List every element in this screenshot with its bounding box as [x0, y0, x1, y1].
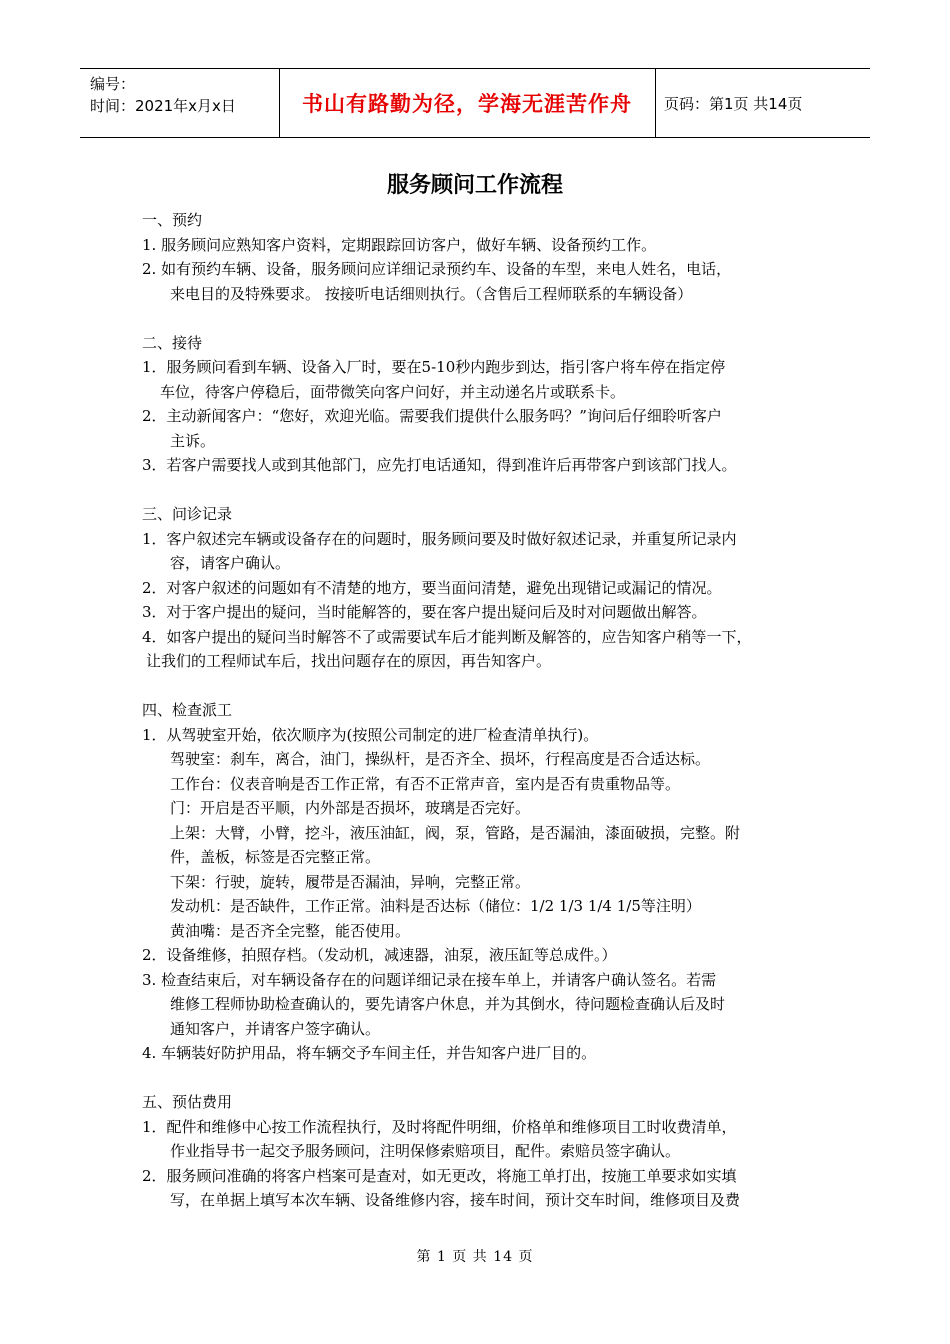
header-page-info: 页码：第1页 共14页 [664, 94, 803, 113]
document-number-label: 编号： [90, 75, 136, 93]
body-line: 发动机：是否缺件，工作正常。油料是否达标（储位：1/2 1/3 1/4 1/5等注明） [170, 897, 701, 915]
blank-line [142, 674, 822, 699]
body-line: 2．设备维修，拍照存档。（发动机，减速器，油泵，液压缸等总成件。） [142, 946, 617, 964]
body-line: 黄油嘴：是否齐全完整，能否使用。 [170, 921, 411, 940]
document-body [142, 208, 822, 1213]
body-line: 3．若客户需要找人或到其他部门，应先打电话通知，得到准许后再带客户到该部门找人。 [142, 456, 737, 474]
document-date-label: 时间：2021年x月x日 [90, 97, 236, 115]
body-line: 2. 如有预约车辆、设备，服务顾问应详细记录预约车、设备的车型，来电人姓名，电话， [142, 260, 732, 278]
body-line: 主诉。 [170, 431, 216, 450]
body-line: 下架：行驶，旋转，履带是否漏油，异响，完整正常。 [170, 872, 531, 891]
page-header [80, 68, 870, 138]
body-line: 驾驶室：刹车，离合，油门，操纵杆，是否齐全、损坏，行程高度是否合适达标。 [170, 750, 711, 768]
body-line: 让我们的工程师试车后，找出问题存在的原因，再告知客户。 [146, 652, 552, 670]
body-line: 1. 服务顾问应熟知客户资料，定期跟踪回访客户，做好车辆、设备预约工作。 [142, 235, 657, 254]
body-line: 1．服务顾问看到车辆、设备入厂时，要在5-10秒内跑步到达，指引客户将车停在指定停 [142, 358, 726, 376]
body-line: 通知客户，并请客户签字确认。 [170, 1019, 381, 1038]
body-line: 门：开启是否平顺，内外部是否损坏，玻璃是否完好。 [170, 799, 531, 817]
body-line: 1．配件和维修中心按工作流程执行，及时将配件明细，价格单和维修项目工时收费清单， [142, 1117, 737, 1136]
body-line: 4. 车辆装好防护用品，将车辆交予车间主任，并告知客户进厂目的。 [142, 1044, 597, 1062]
header-meta [80, 69, 280, 137]
body-line: 3．对于客户提出的疑问，当时能解答的，要在客户提出疑问后及时对问题做出解答。 [142, 603, 707, 621]
body-line: 2．服务顾问准确的将客户档案可是查对，如无更改，将施工单打出，按施工单要求如实填 [142, 1166, 737, 1185]
body-line: 工作台：仪表音响是否工作正常，有否不正常声音，室内是否有贵重物品等。 [170, 774, 681, 793]
body-line: 维修工程师协助检查确认的，要先请客户休息，并为其倒水，待问题检查确认后及时 [170, 995, 726, 1013]
body-line: 上架：大臂，小臂，挖斗，液压油缸，阀，泵，管路，是否漏油，漆面破损，完整。附 [170, 823, 741, 842]
body-line: 五、预估费用 [142, 1093, 233, 1111]
body-line: 二、接待 [142, 333, 203, 352]
body-line: 三、问诊记录 [142, 505, 233, 523]
body-line: 1．客户叙述完车辆或设备存在的问题时，服务顾问要及时做好叙述记录，并重复所记录内 [142, 529, 737, 548]
header-motto: 书山有路勤为径，学海无涯苦作舟 [280, 69, 656, 137]
body-line: 车位，待客户停稳后，面带微笑向客户问好，并主动递名片或联系卡。 [160, 382, 626, 401]
body-line: 4．如客户提出的疑问当时解答不了或需要试车后才能判断及解答的，应告知客户稍等一下， [142, 627, 752, 646]
body-line: 容，请客户确认。 [170, 554, 291, 572]
blank-line [142, 1066, 822, 1091]
blank-line [142, 306, 822, 331]
blank-line [142, 478, 822, 503]
body-line: 来电目的及特殊要求。 按接听电话细则执行。（含售后工程师联系的车辆设备） [170, 284, 693, 303]
body-line: 2．对客户叙述的问题如有不清楚的地方，要当面问清楚，避免出现错记或漏记的情况。 [142, 578, 722, 597]
body-line: 2．主动新闻客户：“您好，欢迎光临。需要我们提供什么服务吗？”询问后仔细聆听客户 [142, 407, 722, 425]
page-footer: 第 1 页 共 14 页 [416, 1249, 534, 1265]
body-line: 3. 检查结束后，对车辆设备存在的问题详细记录在接车单上，并请客户确认签名。若需 [142, 970, 717, 989]
body-line: 四、检查派工 [142, 701, 233, 719]
document-title: 服务顾问工作流程 [386, 173, 563, 198]
body-line: 一、预约 [142, 211, 203, 229]
body-line: 1．从驾驶室开始，依次顺序为(按照公司制定的进厂检查清单执行)。 [142, 725, 599, 744]
body-line: 作业指导书一起交予服务顾问，注明保修索赔项目，配件。索赔员签字确认。 [170, 1142, 681, 1160]
body-line: 件，盖板，标签是否完整正常。 [170, 848, 381, 866]
body-line: 写，在单据上填写本次车辆、设备维修内容，接车时间，预计交车时间，维修项目及费 [170, 1191, 741, 1209]
